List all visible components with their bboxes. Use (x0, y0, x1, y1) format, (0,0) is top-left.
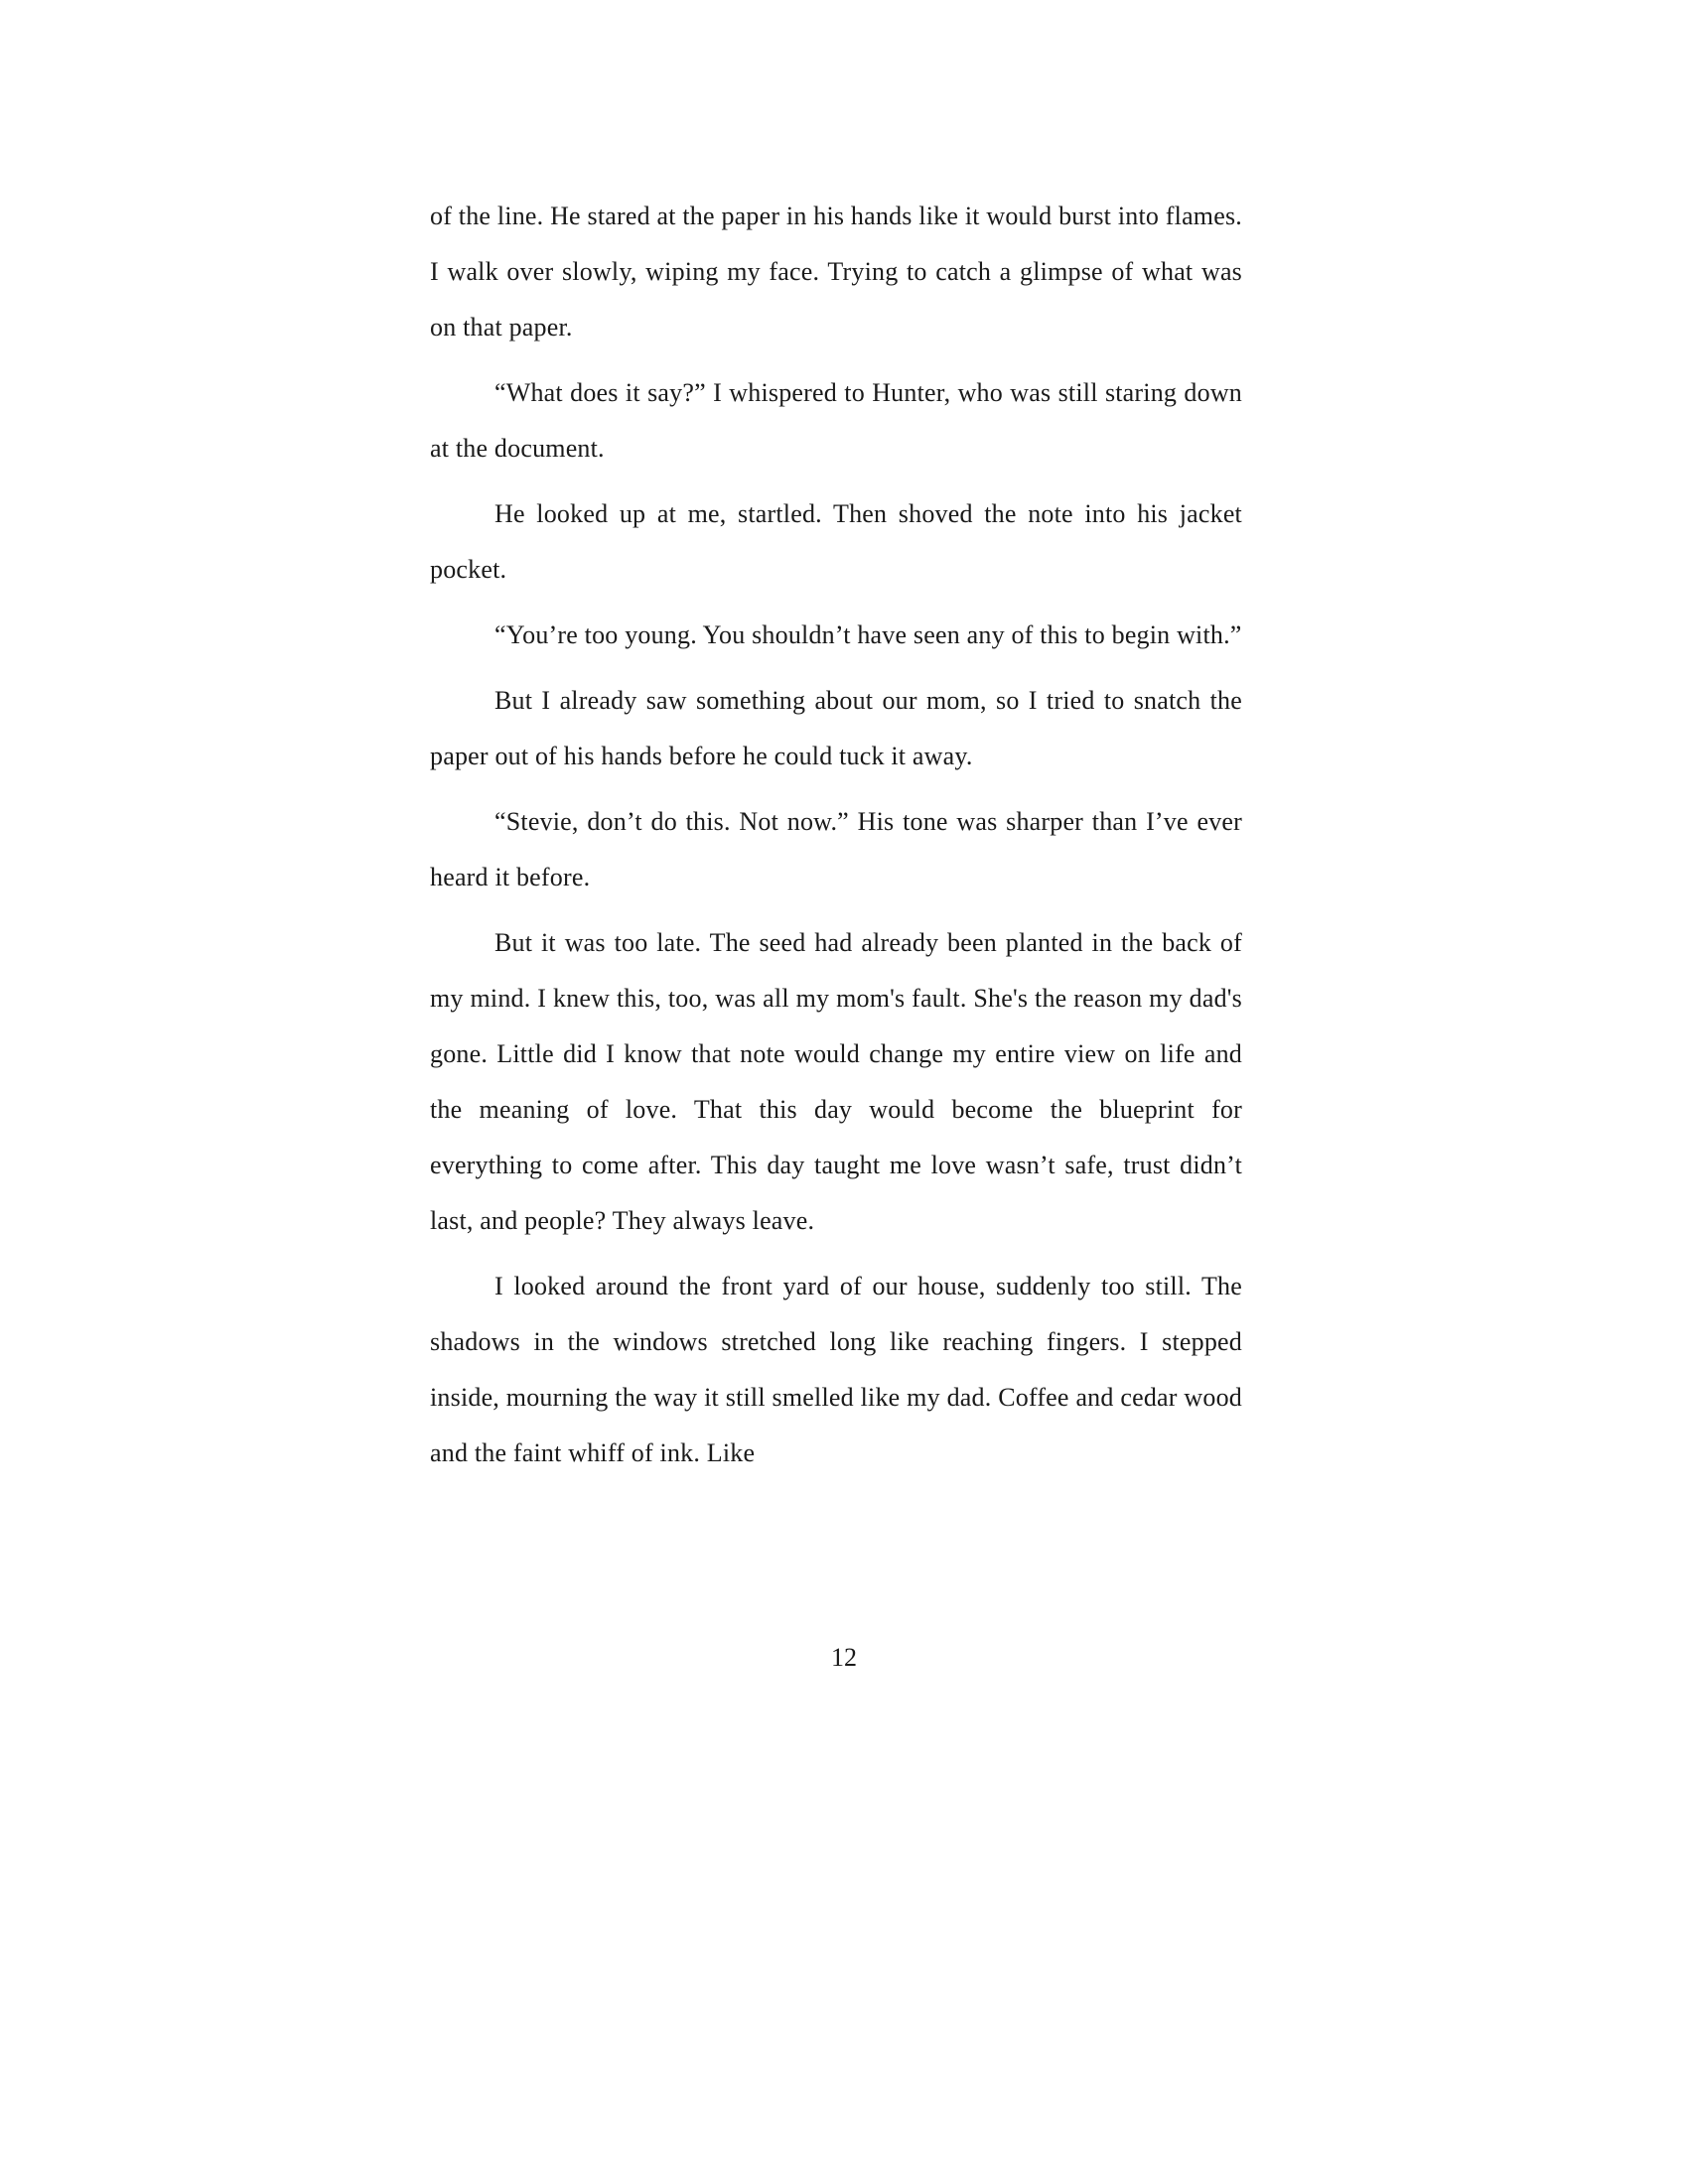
paragraph: “You’re too young. You shouldn’t have seen any of this to begin with.” (494, 620, 1242, 649)
paragraph: But it was too late. The seed had already been planted in the back of my mind. I knew this, too, was all my mom's fault. She's the reason my dad's gone. Little did I know that note would change my entire view on life and the meaning of love. That this day would become the blueprint for everything to come after. This day taught me love wasn’t safe, trust didn’t last, and people? They always leave. (430, 928, 1242, 1235)
paragraph: “Stevie, don’t do this. Not now.” His tone was sharper than I’ve ever heard it before. (430, 807, 1242, 891)
paragraph: of the line. He stared at the paper in his hands like it would burst into flames. I walk over slowly, wiping my face. Trying to catch a glimpse of what was on that paper. (430, 202, 1242, 341)
page-text (430, 189, 1242, 1491)
paragraph: “What does it say?” I whispered to Hunter, who was still staring down at the document. (430, 378, 1242, 463)
paragraph: But I already saw something about our mom, so I tried to snatch the paper out of his hands before he could tuck it away. (430, 686, 1242, 770)
page-number: 12 (831, 1643, 857, 1672)
paragraph: He looked up at me, startled. Then shoved the note into his jacket pocket. (430, 499, 1242, 584)
paragraph: I looked around the front yard of our house, suddenly too still. The shadows in the windows stretched long like reaching fingers. I stepped inside, mourning the way it still smelled like my dad. Coffee and cedar wood and the faint whiff of ink. Like (430, 1272, 1242, 1467)
